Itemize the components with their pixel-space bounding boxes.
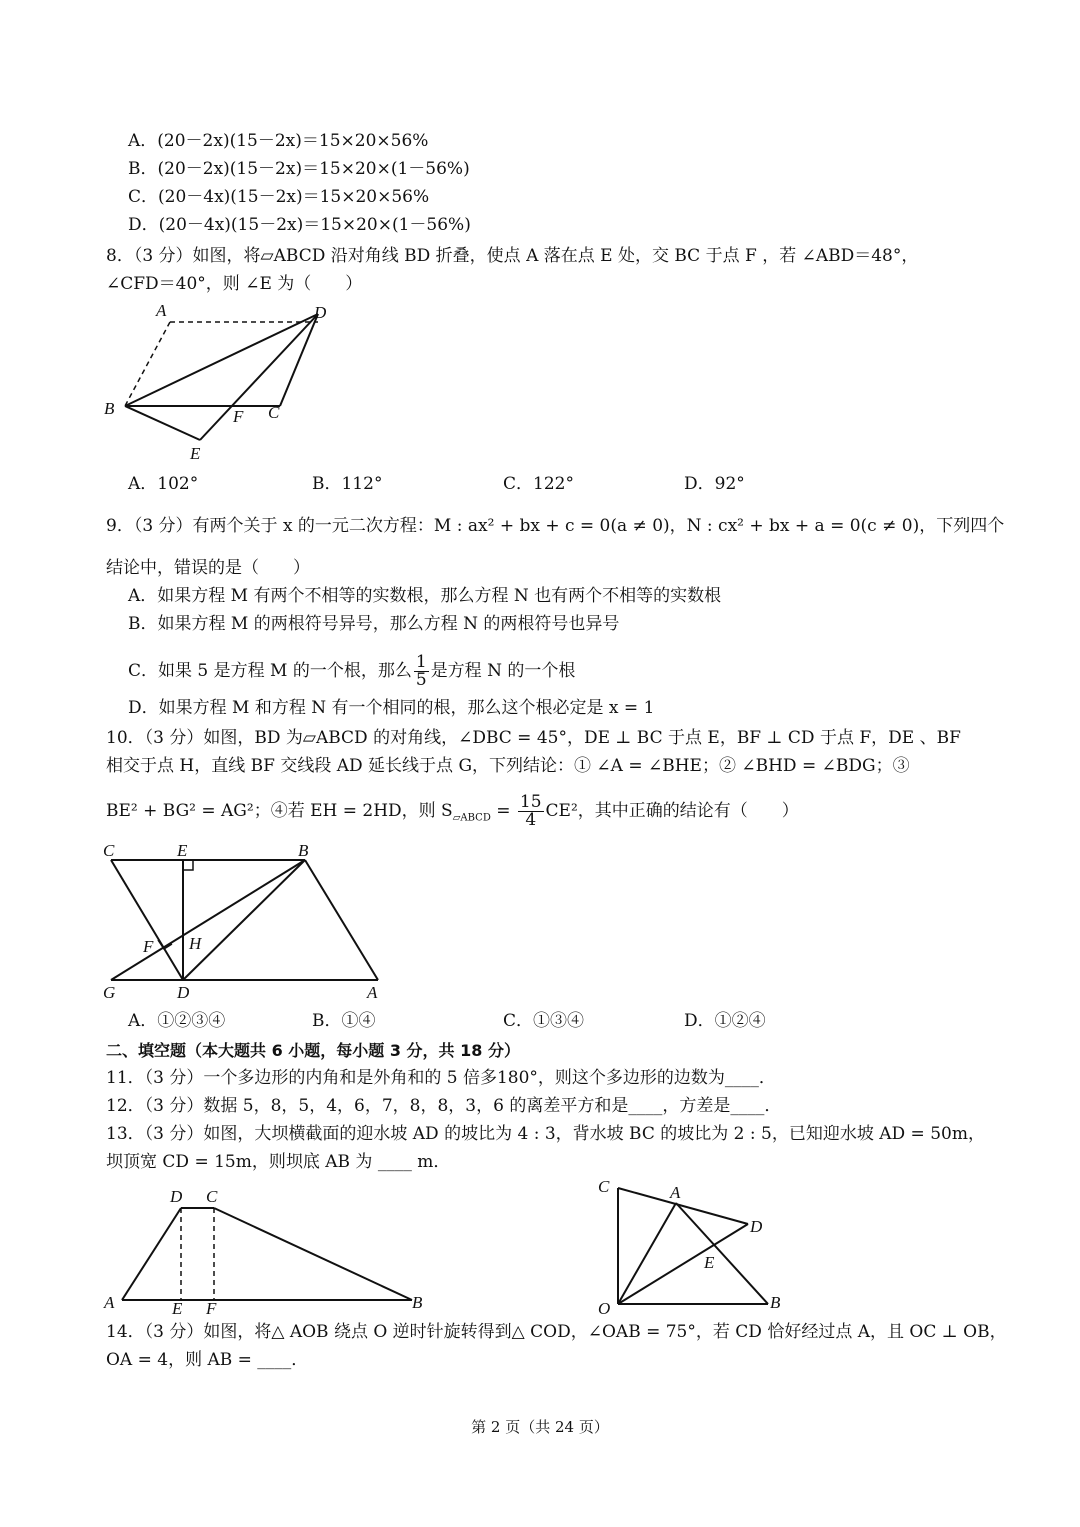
q9-option-b: B．如果方程 M 的两根符号异号，那么方程 N 的两根符号也异号 [128, 614, 620, 634]
q14-label-c: C [598, 1177, 610, 1196]
q9-stem-line2: 结论中，错误的是（ ） [106, 558, 310, 578]
q13-label-a: A [104, 1293, 115, 1312]
q10-stem-line3 [106, 794, 799, 830]
q10-label-e: E [177, 841, 188, 860]
q9-option-c-post: 是方程 N 的一个根 [430, 661, 576, 681]
q7-option-a: A．(20－2x)(15－2x)＝15×20×56% [128, 131, 429, 151]
q8-label-f: F [233, 407, 244, 426]
q14-label-b: B [770, 1293, 781, 1312]
q10-label-h: H [189, 934, 202, 953]
q10-option-a: A．①②③④ [128, 1011, 226, 1031]
q13-stem-line1: 13．（3 分）如图，大坝横截面的迎水坡 AD 的坡比为 4 : 3，背水坡 BC 的坡比为 2 : 5，已知迎水坡 AD = 50m， [106, 1124, 985, 1144]
q8-label-e: E [190, 444, 201, 463]
q10-label-c: C [103, 841, 115, 860]
q7-option-c: C．(20－4x)(15－2x)＝15×20×56% [128, 187, 430, 207]
q10-label-a: A [367, 983, 378, 1002]
page-footer: 第 2 页（共 24 页） [471, 1418, 609, 1436]
q8-stem-line2: ∠CFD＝40°，则 ∠E 为（ ） [106, 274, 363, 294]
q14-stem-line1: 14．（3 分）如图，将△ AOB 绕点 O 逆时针旋转得到△ COD，∠OAB = 75°，若 CD 恰好经过点 A，且 OC ⊥ OB， [106, 1322, 1007, 1342]
q9-option-c [128, 654, 575, 689]
q8-option-b: B．112° [312, 474, 383, 494]
q8-option-a: A．102° [128, 474, 199, 494]
q14-label-a: A [670, 1183, 681, 1202]
q10-line3-pre: BE² + BG² = AG²；④若 EH = 2HD，则 S [106, 801, 453, 821]
q10-line3-post: CE²，其中正确的结论有（ ） [545, 801, 799, 821]
q7-option-b: B．(20－2x)(15－2x)＝15×20×(1－56%) [128, 159, 470, 179]
q13-figure [100, 1182, 430, 1322]
q10-label-b: B [298, 841, 309, 860]
q10-label-f: F [143, 937, 154, 956]
q9-option-c-fraction [414, 654, 429, 689]
q9-stem-line1: 9．（3 分）有两个关于 x 的一元二次方程：M : ax² + bx + c = 0(a ≠ 0)，N : cx² + bx + a = 0(c ≠ 0)，下列四个 [106, 516, 1005, 536]
q14-stem-line2: OA = 4，则 AB = ____． [106, 1350, 309, 1370]
q9-option-d: D．如果方程 M 和方程 N 有一个相同的根，那么这个根必定是 x = 1 [128, 698, 655, 718]
q14-label-d: D [750, 1217, 763, 1236]
q10-stem-line2: 相交于点 H，直线 BF 交线段 AD 延长线于点 G，下列结论：① ∠A = ∠BHE；② ∠BHD = ∠BDG；③ [106, 756, 910, 776]
q9-option-c-den: 5 [415, 670, 427, 690]
q9-option-c-num: 1 [415, 652, 427, 672]
q14-label-o: O [598, 1299, 611, 1318]
q10-label-g: G [103, 983, 116, 1002]
q12-stem: 12．（3 分）数据 5，8，5，4，6，7，8，8，3，6 的离差平方和是____，方差是____． [106, 1096, 782, 1116]
q10-fraction-num: 15 [519, 792, 542, 812]
q11-stem: 11．（3 分）一个多边形的内角和是外角和的 5 倍多180°，则这个多边形的边数为____． [106, 1068, 776, 1088]
q13-label-c: C [206, 1187, 218, 1206]
q10-option-d: D．①②④ [684, 1011, 766, 1031]
q8-figure [100, 300, 340, 465]
q8-label-a: A [156, 301, 167, 320]
q10-figure [95, 838, 395, 1008]
q10-stem-line1: 10．（3 分）如图，BD 为▱ABCD 的对角线，∠DBC = 45°，DE ⊥ BC 于点 E，BF ⊥ CD 于点 F，DE 、BF [106, 728, 961, 748]
q9-option-c-pre: C．如果 5 是方程 M 的一个根，那么 [128, 661, 412, 681]
q10-option-b: B．①④ [312, 1011, 376, 1031]
q8-option-c: C．122° [503, 474, 574, 494]
q13-label-f: F [206, 1299, 217, 1318]
q7-option-d: D．(20－4x)(15－2x)＝15×20×(1－56%) [128, 215, 471, 235]
q13-label-d: D [170, 1187, 183, 1206]
q10-line3-sub: ▱ABCD [452, 812, 491, 824]
q10-line3-eq: = [490, 801, 516, 821]
q8-label-c: C [268, 403, 280, 422]
q14-figure [590, 1172, 810, 1322]
q13-stem-line2: 坝顶宽 CD = 15m，则坝底 AB 为 ____ m． [106, 1152, 451, 1172]
q10-fraction-den: 4 [525, 810, 537, 830]
q10-label-d: D [177, 983, 190, 1002]
section-heading-fill-in: 二、填空题（本大题共 6 小题，每小题 3 分，共 18 分） [106, 1041, 520, 1060]
q10-option-c: C．①③④ [503, 1011, 585, 1031]
q8-stem-line1: 8．（3 分）如图，将▱ABCD 沿对角线 BD 折叠，使点 A 落在点 E 处，交 BC 于点 F ，若 ∠ABD＝48°， [106, 246, 919, 266]
q14-label-e: E [704, 1253, 715, 1272]
q13-label-b: B [412, 1293, 423, 1312]
q9-option-a: A．如果方程 M 有两个不相等的实数根，那么方程 N 也有两个不相等的实数根 [128, 586, 722, 606]
q8-label-d: D [314, 303, 327, 322]
q10-fraction [518, 794, 544, 829]
q8-option-d: D．92° [684, 474, 745, 494]
q13-label-e: E [172, 1299, 183, 1318]
q8-label-b: B [104, 399, 115, 418]
